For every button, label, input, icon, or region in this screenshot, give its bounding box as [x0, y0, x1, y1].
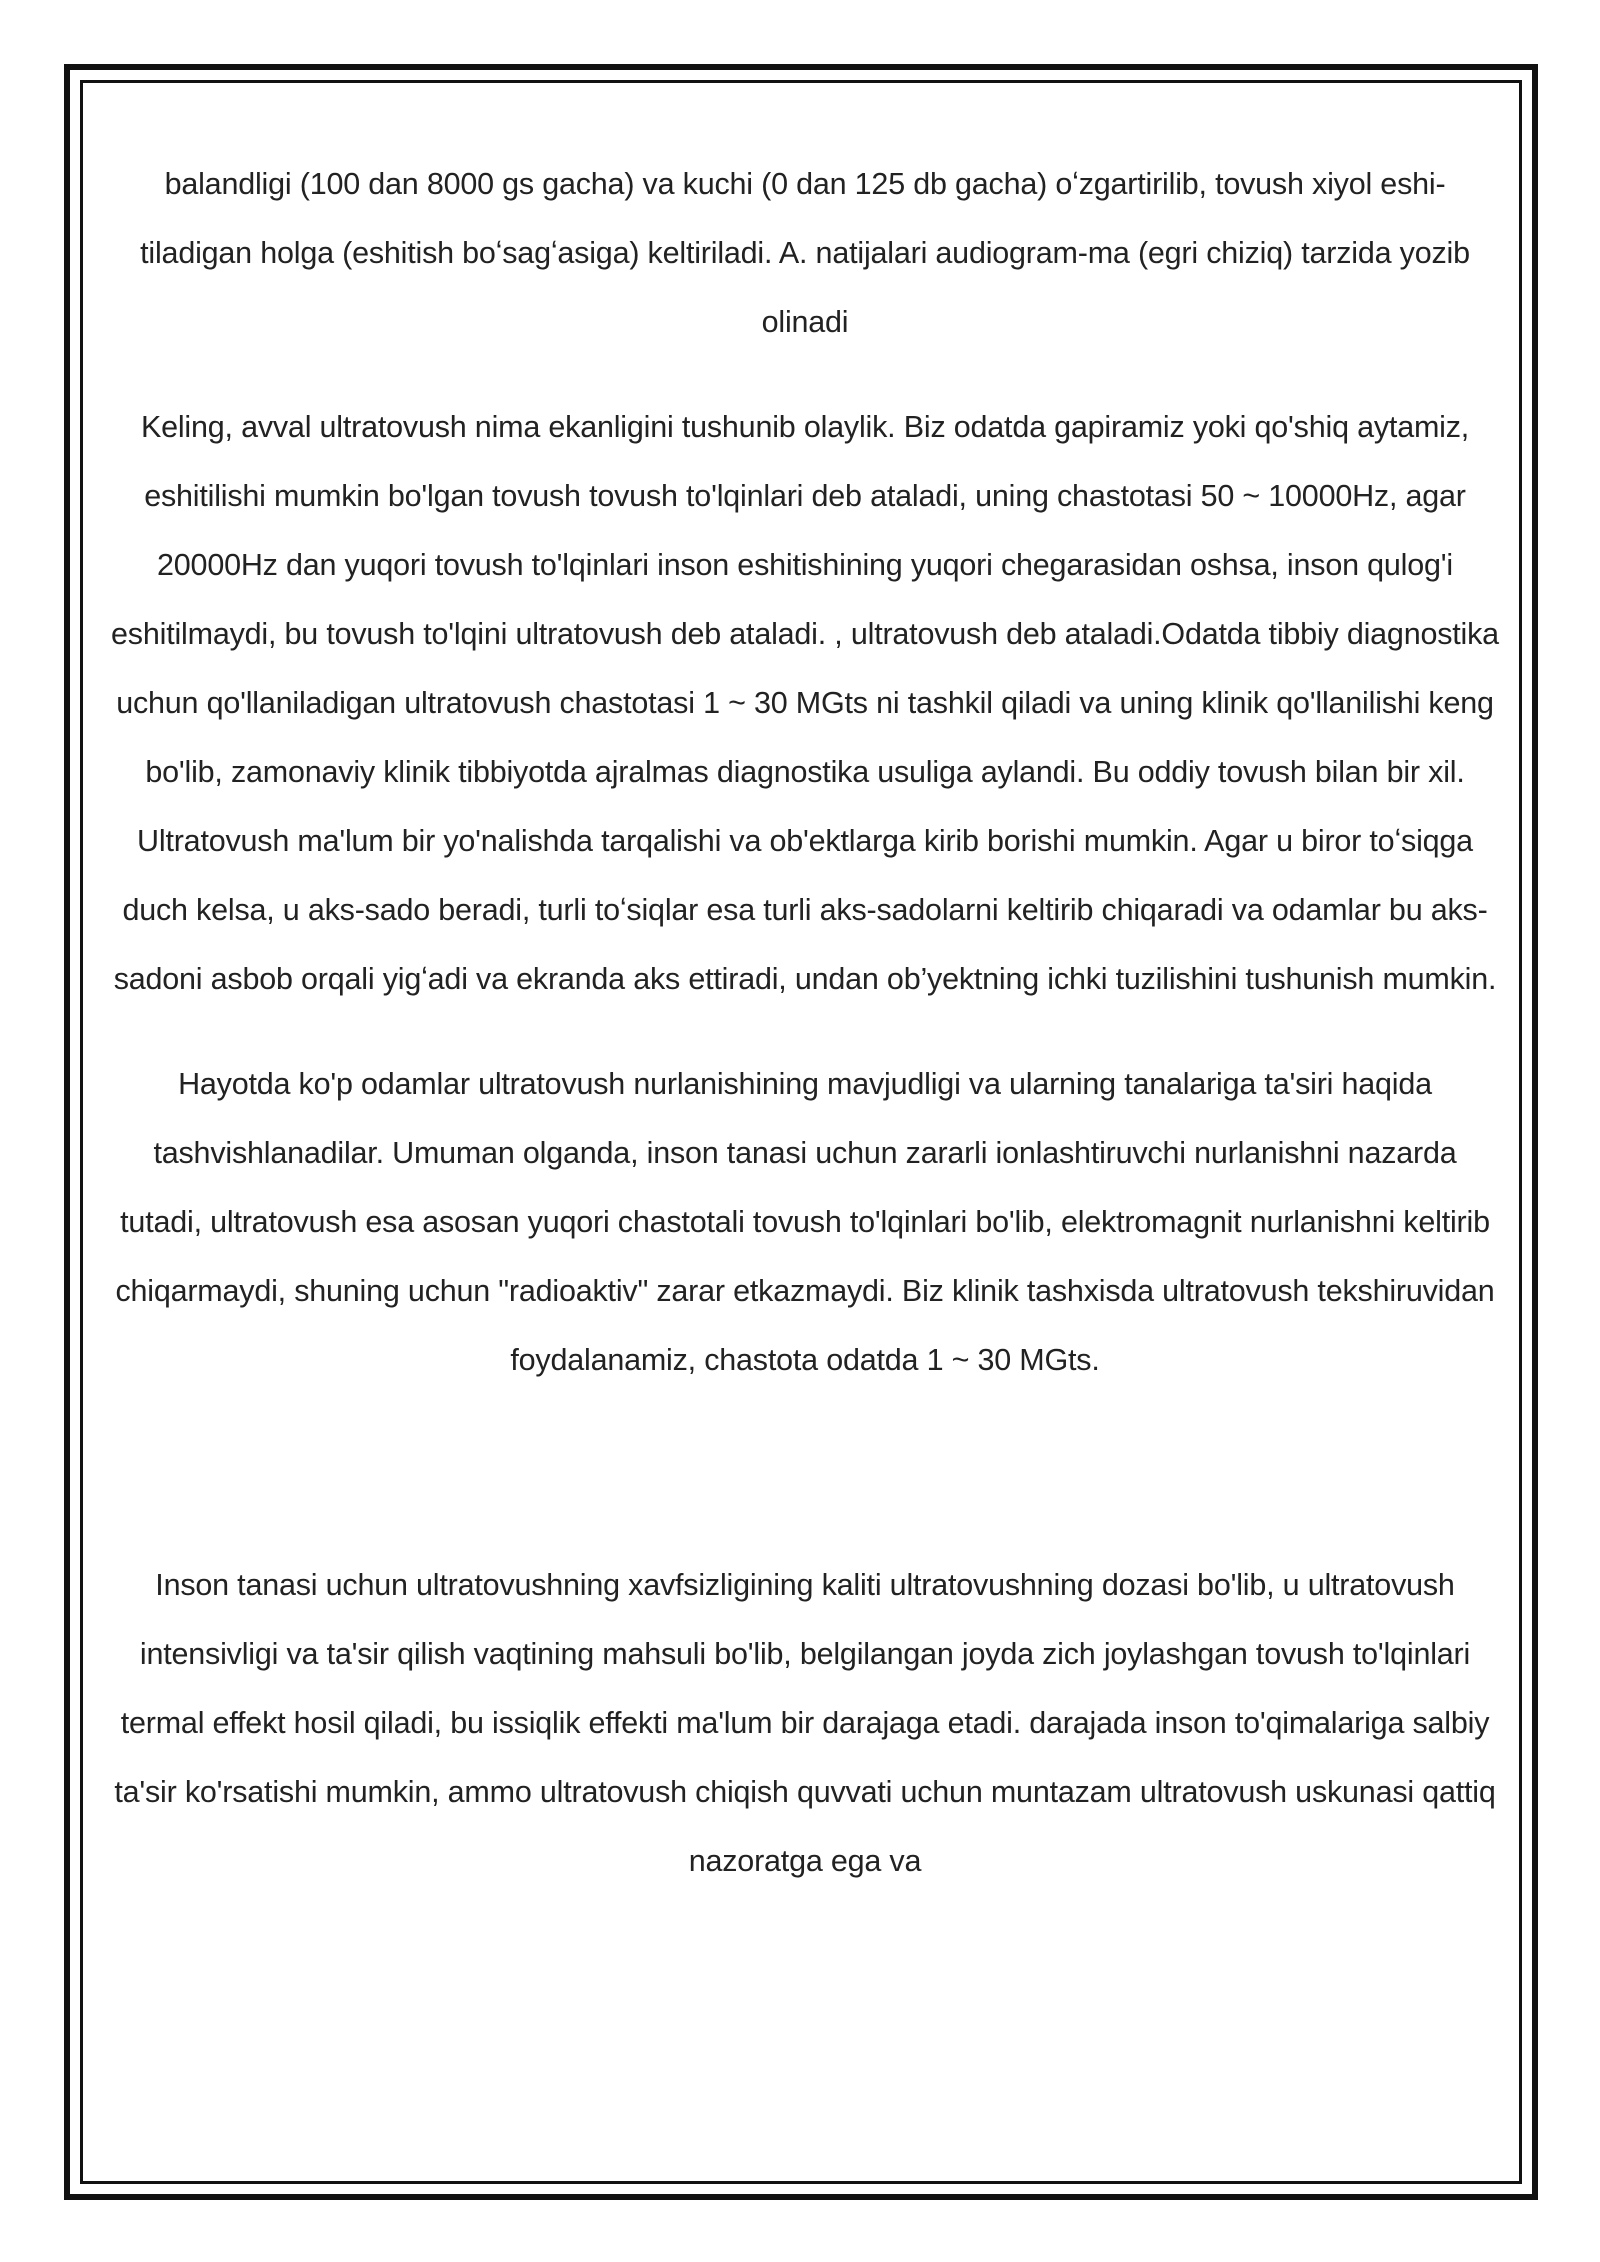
- document-body: [110, 150, 1500, 1932]
- paragraph-ultrasound-definition: Keling, avval ultratovush nima ekanligini tushunib olaylik. Biz odatda gapiramiz yoki qo'shiq aytamiz, eshitilishi mumkin bo'lgan tovush tovush to'lqinlari deb ataladi, uning chastotasi 50 ~ 10000Hz, agar 20000Hz dan yuqori tovush to'lqinlari inson eshitishining yuqori chegarasidan oshsa, inson qulog'i eshitilmaydi, bu tovush to'lqini ultratovush deb ataladi. , ultratovush deb ataladi.Odatda tibbiy diagnostika uchun qo'llaniladigan ultratovush chastotasi 1 ~ 30 MGts ni tashkil qiladi va uning klinik qo'llanilishi keng bo'lib, zamonaviy klinik tibbiyotda ajralmas diagnostika usuliga aylandi. Bu oddiy tovush bilan bir xil. Ultratovush ma'lum bir yo'nalishda tarqalishi va ob'ektlarga kirib borishi mumkin. Agar u biror toʻsiqga duch kelsa, u aks-sado beradi, turli toʻsiqlar esa turli aks-sadolarni keltirib chiqaradi va odamlar bu aks-sadoni asbob orqali yigʻadi va ekranda aks ettiradi, undan ob’yektning ichki tuzilishini tushunish mumkin.: [111, 410, 1499, 996]
- paragraph-gap: [110, 1431, 1500, 1551]
- paragraph-radiation-concerns: Hayotda ko'p odamlar ultratovush nurlanishining mavjudligi va ularning tanalariga ta'siri haqida tashvishlanadilar. Umuman olganda, inson tanasi uchun zararli ionlashtiruvchi nurlanishni nazarda tutadi, ultratovush esa asosan yuqori chastotali tovush to'lqinlari bo'lib, elektromagnit nurlanishni keltirib chiqarmaydi, shuning uchun "radioaktiv" zarar etkazmaydi. Biz klinik tashxisda ultratovush tekshiruvidan foydalanamiz, chastota odatda 1 ~ 30 MGts.: [115, 1067, 1495, 1377]
- paragraph-audiometry: balandligi (100 dan 8000 gs gacha) va kuchi (0 dan 125 db gacha) oʻzgartirilib, tovush xiyol eshi-tiladigan holga (eshitish boʻsagʻasiga) keltiriladi. A. natijalari audiogram-ma (egri chiziq) tarzida yozib olinadi: [140, 167, 1470, 339]
- paragraph-ultrasound-safety: Inson tanasi uchun ultratovushning xavfsizligining kaliti ultratovushning dozasi bo'lib, u ultratovush intensivligi va ta'sir qilish vaqtining mahsuli bo'lib, belgilangan joyda zich joylashgan tovush to'lqinlari termal effekt hosil qiladi, bu issiqlik effekti ma'lum bir darajaga etadi. darajada inson to'qimalariga salbiy ta'sir ko'rsatishi mumkin, ammo ultratovush chiqish quvvati uchun muntazam ultratovush uskunasi qattiq nazoratga ega va: [114, 1568, 1496, 1878]
